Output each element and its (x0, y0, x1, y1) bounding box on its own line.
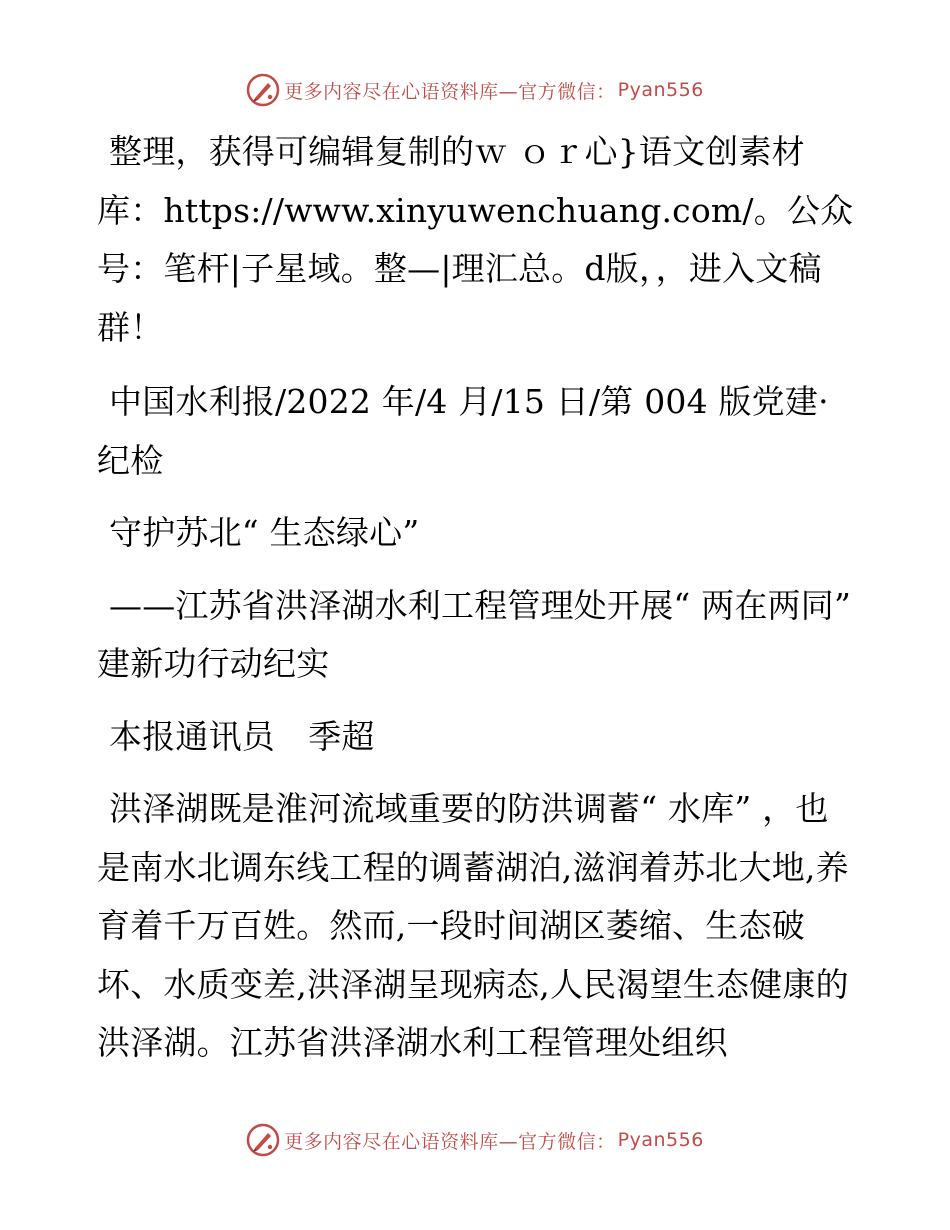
watermark-wechat-id: Pyan556 (617, 1129, 704, 1151)
source-line: 中国水利报/2022 年/4 月/15 日/第 004 版党建· 纪检 (97, 382, 829, 480)
headline: 守护苏北“ 生态绿心” (109, 513, 420, 552)
watermark-wechat-id: Pyan556 (617, 79, 704, 101)
byline: 本报通讯员 季超 (109, 716, 375, 756)
pen-logo-icon (246, 73, 280, 107)
document-body (97, 123, 857, 1073)
header-watermark (0, 70, 950, 110)
subheadline: ——江苏省洪泽湖水利工程管理处开展“ 两在两同” 建新功行动纪实 (97, 585, 852, 683)
body-paragraph: 洪泽湖既是淮河流域重要的防洪调蓄“ 水库” ，也是南水北调东线工程的调蓄湖泊,滋润着苏北大地,养育着千万百姓。然而,一段时间湖区萎缩、生态破坏、水质变差,洪泽湖呈现病态,人民渴望生态健康的洪泽湖。江苏省洪泽湖水利工程管理处组织 (97, 789, 849, 1062)
footer-watermark (0, 1120, 950, 1160)
pen-logo-icon (246, 1123, 280, 1157)
watermark-text: 更多内容尽在心语资料库—官方微信： (284, 80, 616, 103)
intro-paragraph: 整理，获得可编辑复制的ｗ ｏｒ心}语文创素材库：https://www.xinyuwenchuang.com/。公众号：笔杆|子星域。整—|理汇总。d版，，进入文稿群！ (97, 132, 854, 347)
watermark-text: 更多内容尽在心语资料库—官方微信： (284, 1130, 616, 1153)
